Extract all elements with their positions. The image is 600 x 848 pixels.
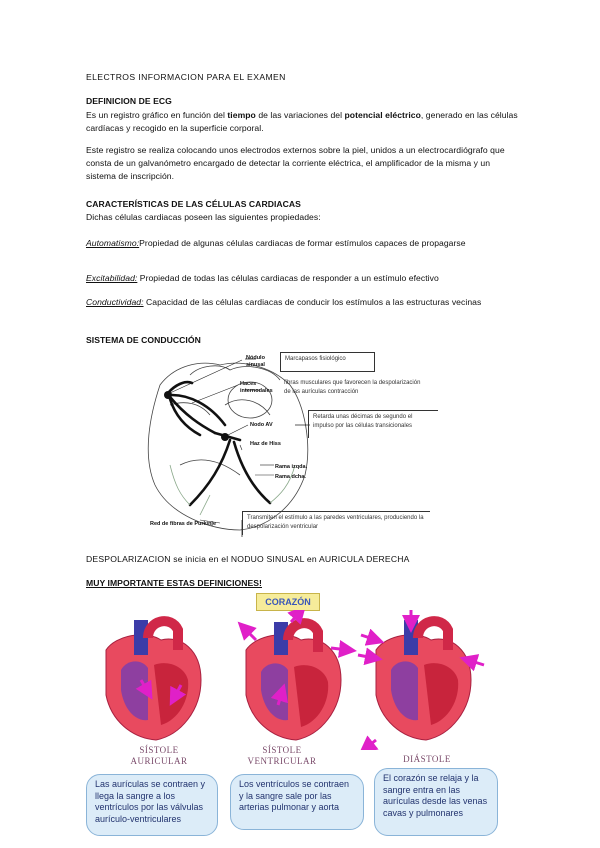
label-left-branch: Rama izqda. — [275, 464, 308, 470]
heart-ventricular-systole — [246, 622, 341, 740]
phase-atrial-systole-label: SÍSTOLE AURICULAR — [130, 745, 188, 766]
property-term: Automatismo: — [86, 238, 140, 248]
ecg-heading: DEFINICION DE ECG — [86, 96, 172, 106]
depolarization-note: DESPOLARIZACION se inicia en el NODUO SINUSAL en AURICULA DERECHA — [86, 554, 410, 564]
property-desc: Propiedad de algunas células cardiacas de formar estímulos capaces de propagarse — [139, 238, 466, 248]
label-internodal: Haces internodales — [240, 381, 273, 394]
ecg-definition-pre: Es un registro gráfico en función del — [86, 110, 228, 120]
heart-diastole — [376, 620, 471, 740]
ecg-definition-time: tiempo — [227, 110, 256, 120]
phase-diastole-desc: El corazón se relaja y la sangre entra en las aurículas desde las venas cavas y pulmonares — [374, 768, 498, 836]
characteristics-heading: CARACTERÍSTICAS DE LAS CÉLULAS CARDIACAS — [86, 199, 301, 209]
important-definitions: MUY IMPORTANTE ESTAS DEFINICIONES! — [86, 578, 262, 588]
heart-banner: CORAZÓN — [256, 593, 320, 611]
box-purkinje: Transmiten el estímulo a las paredes ventriculares, produciendo la despolarización ventricular — [242, 511, 430, 535]
phase-ventricular-systole-desc: Los ventrículos se contraen y la sangre sale por las arterias pulmonar y aorta — [230, 774, 364, 830]
phase-atrial-systole-desc: Las aurículas se contraen y llega la sangre a los ventrículos por las válvulas aurículo-ventriculares — [86, 774, 218, 836]
phase-diastole-label: DIÁSTOLE — [403, 754, 451, 764]
property-conductivity — [86, 296, 526, 309]
property-desc: Propiedad de todas las células cardiacas de responder a un estímulo efectivo — [137, 273, 439, 283]
label-purkinje: Red de fibras de Purkinje — [150, 521, 217, 527]
label-av-node: Nodo AV — [250, 422, 273, 428]
heart-cycle-figure — [86, 610, 501, 750]
ecg-definition-potential: potencial eléctrico — [344, 110, 421, 120]
document-title: ELECTROS INFORMACION PARA EL EXAMEN — [86, 72, 286, 82]
heart-atrial-systole — [106, 620, 201, 740]
label-sinus-node: Nódulo sinusal — [246, 355, 265, 368]
ecg-definition-post: , generado en las células cardíacas y recogido en la superficie corporal. — [86, 110, 518, 133]
property-term: Excitabilidad: — [86, 273, 138, 283]
ecg-registration-paragraph: Este registro se realiza colocando unos electrodos externos sobre la piel, unidos a un electrocardiógrafo que consta de un galvanómetro encargado de detectar la corriente eléctrica, el amplificador de la misma y un sistema de inscripción. — [86, 145, 505, 181]
box-av-node: Retarda unas décimas de segundo el impulso por las células transicionales — [308, 410, 438, 438]
property-excitability — [86, 272, 536, 285]
conduction-heading: SISTEMA DE CONDUCCIÓN — [86, 335, 201, 345]
box-sinus-node: Marcapasos fisiológico — [280, 352, 375, 372]
property-automatism — [86, 237, 506, 250]
characteristics-intro: Dichas células cardiacas poseen las siguientes propiedades: — [86, 212, 321, 222]
property-desc: Capacidad de las células cardiacas de conducir los estímulos a las estructuras vecinas — [143, 297, 482, 307]
box-internodal: fibras musculares que favorecen la despolarización de las aurículas contracción — [284, 380, 421, 395]
ecg-definition-mid: de las variaciones del — [255, 110, 345, 120]
ecg-definition — [86, 109, 526, 135]
phase-ventricular-systole-label: SÍSTOLE VENTRICULAR — [247, 745, 317, 766]
property-term: Conductividad: — [86, 297, 144, 307]
label-right-branch: Rama dcha. — [275, 474, 306, 480]
label-his-bundle: Haz de Hiss — [250, 441, 281, 447]
